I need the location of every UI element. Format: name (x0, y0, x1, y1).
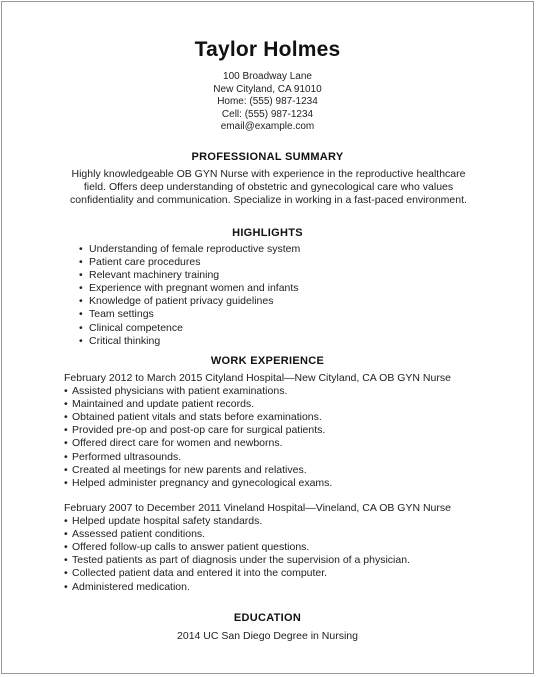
summary-heading: PROFESSIONAL SUMMARY (191, 151, 344, 163)
list-item: • Tested patients as part of diagnosis under the supervision of a physician. (64, 554, 451, 567)
list-item: • Patient care procedures (79, 256, 300, 269)
list-item: • Created al meetings for new parents and relatives. (64, 464, 451, 477)
education-heading: EDUCATION (233, 612, 302, 624)
list-item: • Obtained patient vitals and stats before examinations. (64, 411, 451, 424)
email-address: email@example.com (220, 121, 315, 133)
highlights-list (79, 243, 300, 348)
list-item: • Provided pre-op and post-op care for surgical patients. (64, 424, 451, 437)
cell-phone: Cell: (555) 987-1234 (221, 108, 314, 120)
list-item: • Experience with pregnant women and infants (79, 282, 300, 295)
list-item: • Helped update hospital safety standards. (64, 515, 451, 528)
list-item: • Critical thinking (79, 335, 300, 348)
contact-block (2, 71, 533, 134)
list-item: • Relevant machinery training (79, 269, 300, 282)
address-line-1: 100 Broadway Lane (223, 71, 312, 82)
job-duties-list (64, 515, 451, 594)
candidate-name: Taylor Holmes (194, 38, 341, 61)
highlights-heading: HIGHLIGHTS (232, 227, 303, 239)
list-item: • Helped administer pregnancy and gynecological exams. (64, 477, 451, 490)
list-item: • Collected patient data and entered it into the computer. (64, 567, 451, 580)
list-item: • Performed ultrasounds. (64, 451, 451, 464)
list-item: • Team settings (79, 308, 300, 321)
list-item: • Clinical competence (79, 322, 300, 335)
summary-text: Highly knowledgeable OB GYN Nurse with experience in the reproductive healthcare field. Offers deep understanding of obstetric and gynecological care who values confidentiality and communication. Specialize in working in a fast-paced environment. (70, 168, 467, 207)
job-heading: February 2007 to December 2011 Vineland Hospital—Vineland, CA OB GYN Nurse (64, 502, 451, 514)
list-item: • Administered medication. (64, 581, 451, 594)
job-duties-list (64, 385, 451, 490)
list-item: • Maintained and update patient records. (64, 398, 451, 411)
job-entry-1 (64, 372, 451, 490)
experience-heading: WORK EXPERIENCE (210, 355, 325, 367)
list-item: • Offered follow-up calls to answer patient questions. (64, 541, 451, 554)
education-entry: 2014 UC San Diego Degree in Nursing (177, 630, 358, 642)
list-item: • Offered direct care for women and newborns. (64, 437, 451, 450)
list-item: • Assessed patient conditions. (64, 528, 451, 541)
list-item: • Understanding of female reproductive system (79, 243, 300, 256)
address-line-2: New Cityland, CA 91010 (213, 83, 322, 95)
resume-page (1, 1, 534, 674)
job-entry-2 (64, 502, 451, 594)
list-item: • Assisted physicians with patient examinations. (64, 385, 451, 398)
home-phone: Home: (555) 987-1234 (217, 96, 318, 108)
list-item: • Knowledge of patient privacy guidelines (79, 295, 300, 308)
job-heading: February 2012 to March 2015 Cityland Hospital—New Cityland, CA OB GYN Nurse (64, 372, 451, 384)
